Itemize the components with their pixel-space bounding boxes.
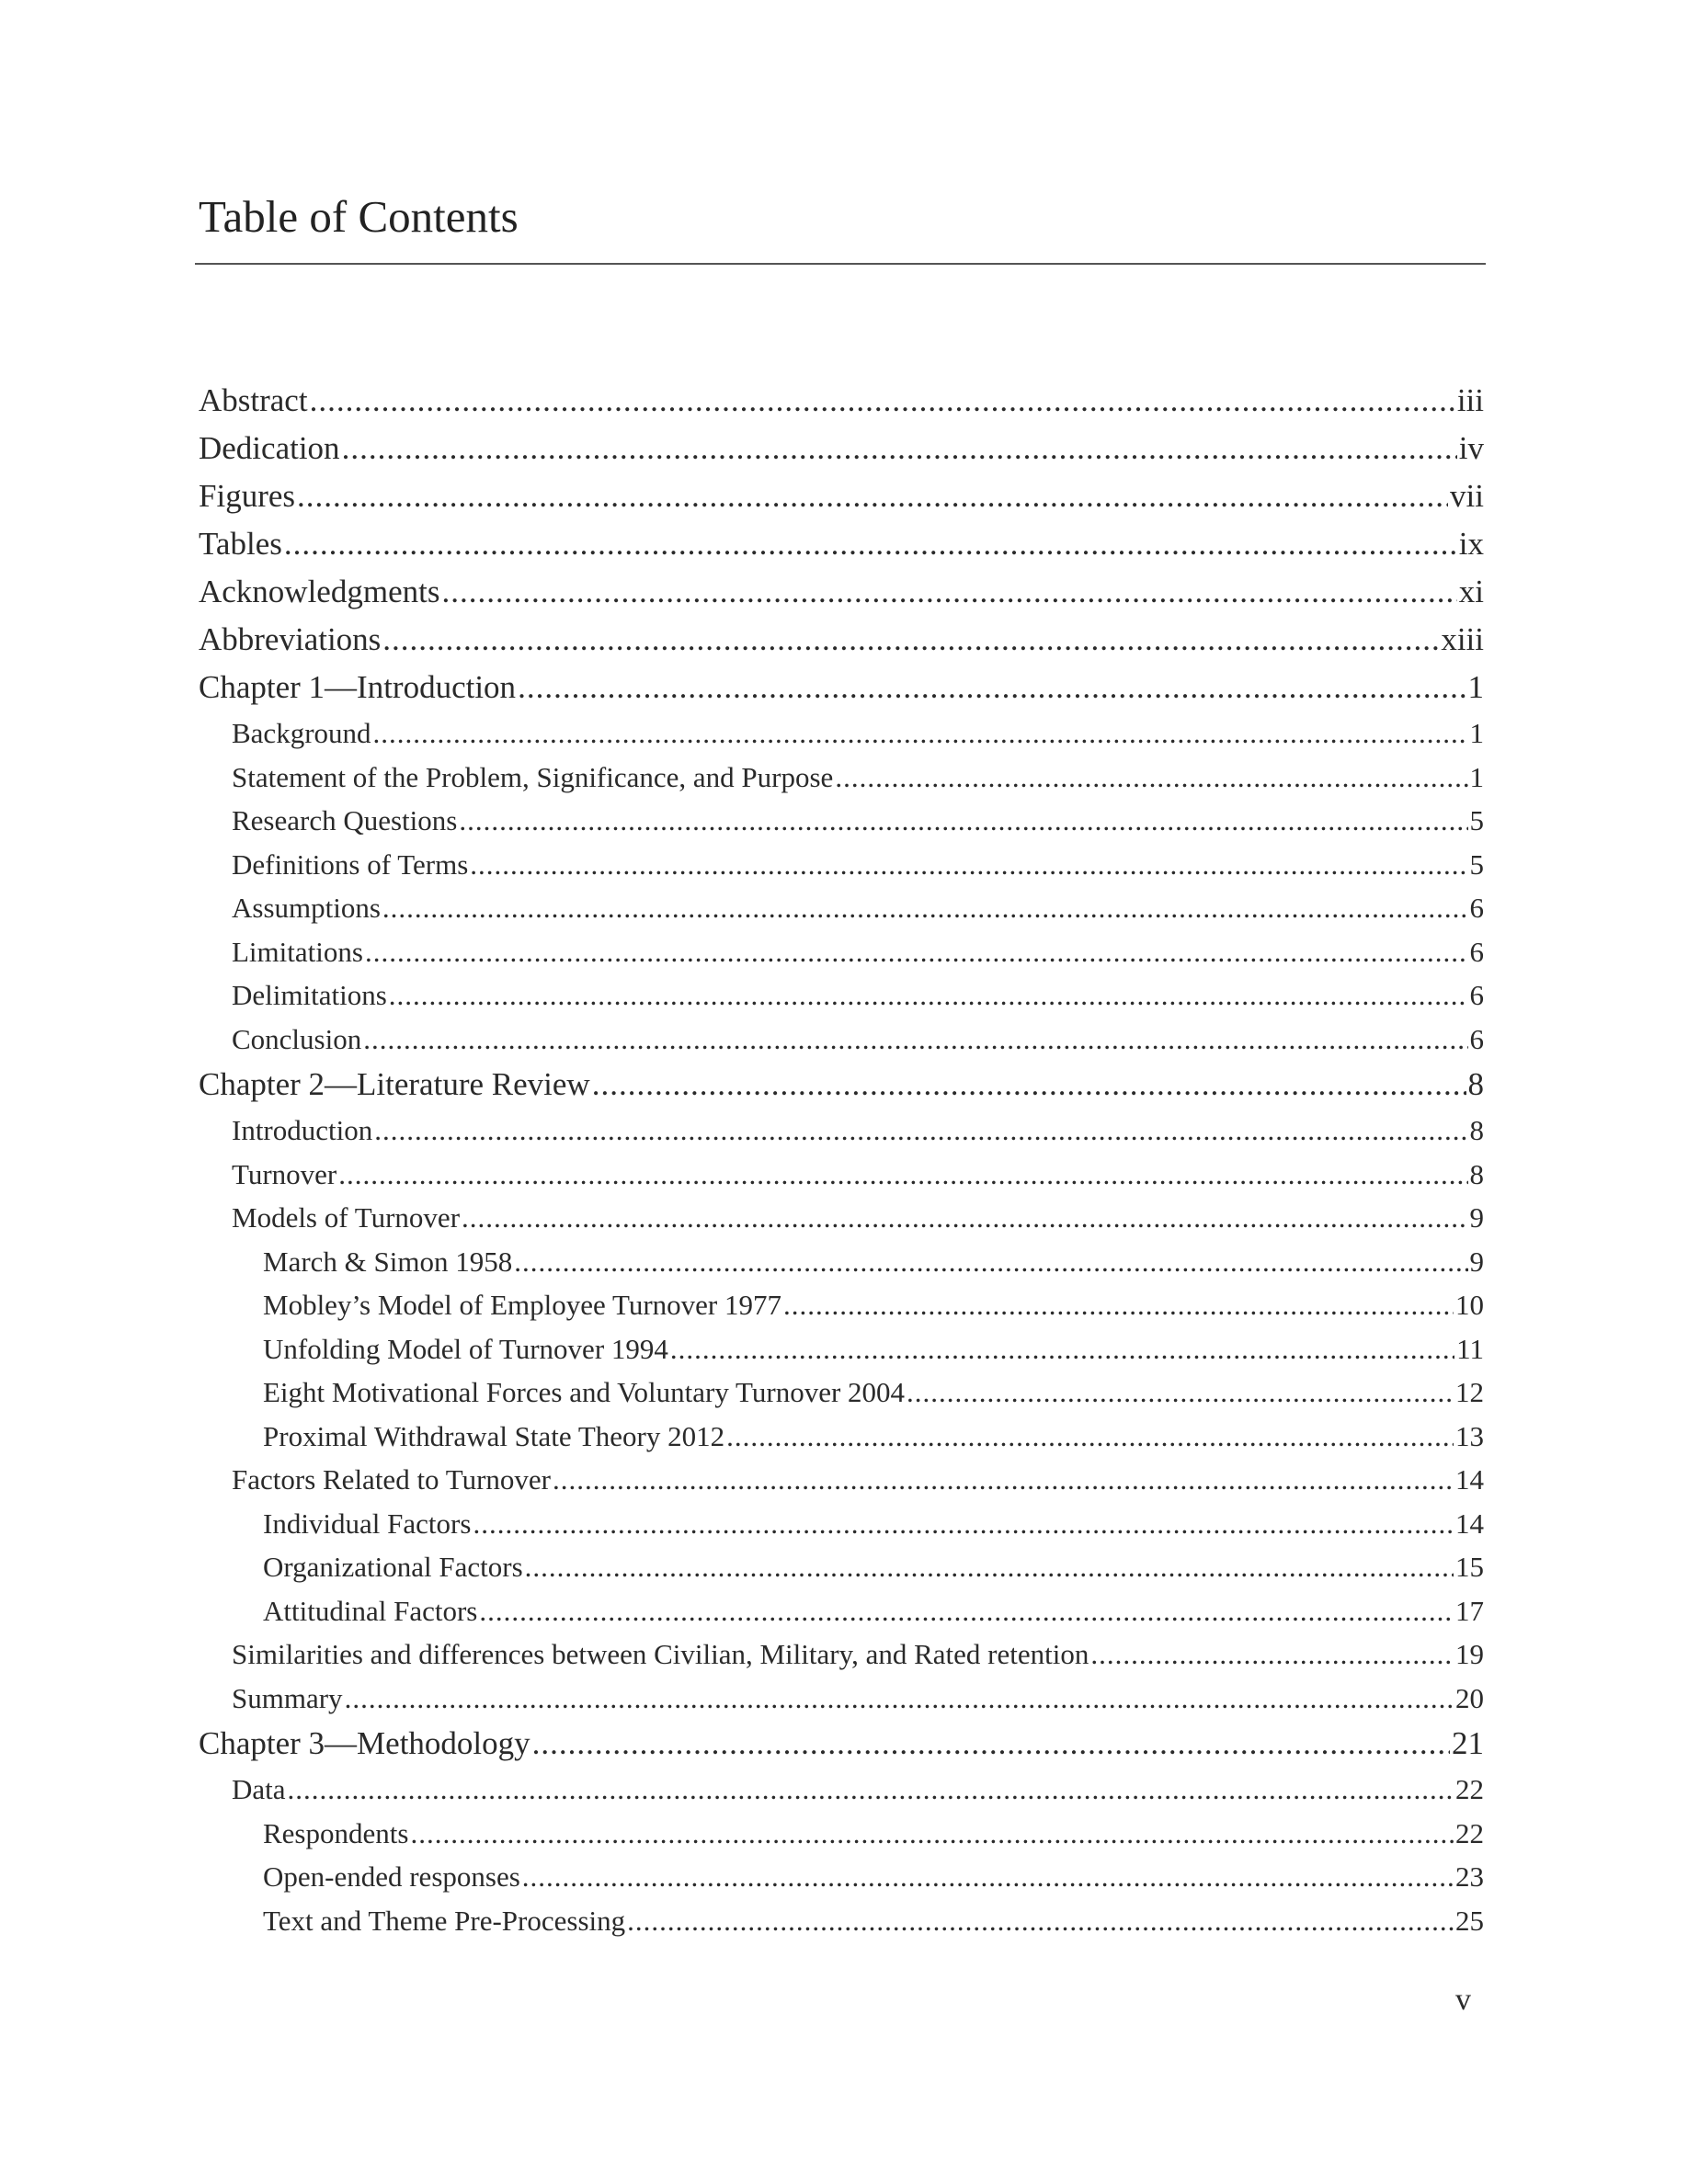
toc-entry-page: xiii [1441, 621, 1484, 657]
dot-leader [470, 843, 1467, 887]
toc-entry-page: 17 [1455, 1594, 1484, 1627]
toc-entry-label: Abbreviations [199, 621, 382, 657]
toc-entry[interactable] [199, 1458, 1489, 1502]
toc-entry-page: 13 [1455, 1419, 1484, 1452]
page-title: Table of Contents [199, 191, 519, 242]
toc-entry-page: 21 [1452, 1725, 1484, 1761]
dot-leader [907, 1371, 1454, 1415]
toc-entry-label: Chapter 1—Introduction [199, 669, 517, 705]
toc-entry-label: Factors Related to Turnover [232, 1463, 551, 1496]
toc-entry-label: Unfolding Model of Turnover 1994 [263, 1332, 668, 1365]
toc-entry[interactable] [199, 377, 1489, 425]
toc-entry[interactable] [199, 1899, 1489, 1943]
toc-entry-label: Research Questions [232, 804, 458, 836]
toc-entry-page: 20 [1455, 1681, 1484, 1714]
toc-entry-page: 25 [1455, 1904, 1484, 1937]
toc-entry-page: 8 [1469, 1157, 1484, 1190]
toc-entry-page: 8 [1469, 1114, 1484, 1146]
dot-leader [473, 1502, 1454, 1546]
toc-entry-label: Respondents [263, 1816, 409, 1849]
toc-entry[interactable] [199, 886, 1489, 930]
dot-leader [297, 472, 1448, 520]
dot-leader [410, 1812, 1454, 1856]
dot-leader [627, 1899, 1454, 1943]
toc-entry-label: Attitudinal Factors [263, 1594, 478, 1627]
dot-leader [553, 1458, 1454, 1502]
toc-entry-page: 23 [1455, 1860, 1484, 1893]
toc-entry[interactable] [199, 1109, 1489, 1153]
dot-leader [462, 1196, 1467, 1240]
toc-entry[interactable] [199, 843, 1489, 887]
page-number: v [1455, 1983, 1471, 2017]
toc-entry-page: 15 [1455, 1551, 1484, 1583]
dot-leader [518, 664, 1466, 711]
toc-entry-page: 1 [1469, 717, 1484, 749]
dot-leader [342, 425, 1457, 472]
toc-entry-page: 5 [1469, 804, 1484, 836]
dot-leader [514, 1240, 1467, 1284]
toc-entry-label: Models of Turnover [232, 1201, 461, 1234]
toc-entry-label: Chapter 2—Literature Review [199, 1066, 590, 1102]
toc-entry-page: 19 [1455, 1638, 1484, 1670]
toc-entry[interactable] [199, 1812, 1489, 1856]
toc-entry[interactable] [199, 472, 1489, 520]
toc-entry[interactable] [199, 616, 1489, 664]
toc-entry[interactable] [199, 1371, 1489, 1415]
toc-entry[interactable] [199, 1768, 1489, 1812]
toc-entry-page: 1 [1467, 669, 1484, 705]
toc-entry[interactable] [199, 1061, 1489, 1109]
toc-entry-label: Acknowledgments [199, 574, 440, 609]
dot-leader [389, 973, 1468, 1018]
toc-entry-page: iii [1456, 382, 1484, 418]
dot-leader [670, 1327, 1454, 1371]
toc-entry-label: Conclusion [232, 1022, 362, 1055]
toc-entry-page: 10 [1455, 1289, 1484, 1321]
dot-leader [592, 1061, 1466, 1109]
toc-entry[interactable] [199, 799, 1489, 843]
toc-entry-page: 1 [1469, 760, 1484, 793]
toc-entry[interactable] [199, 930, 1489, 974]
toc-entry[interactable] [199, 1677, 1489, 1721]
toc-entry-label: Introduction [232, 1114, 373, 1146]
toc-entry-label: Eight Motivational Forces and Voluntary Turnover 2004 [263, 1376, 906, 1408]
toc-entry-page: xi [1458, 574, 1484, 609]
dot-leader [382, 616, 1439, 664]
toc-entry[interactable] [199, 1855, 1489, 1899]
toc-entry-page: 22 [1455, 1816, 1484, 1849]
dot-leader [373, 711, 1468, 756]
dot-leader [310, 377, 1455, 425]
toc-entry[interactable] [199, 1415, 1489, 1459]
toc-entry[interactable] [199, 1283, 1489, 1327]
dot-leader [522, 1855, 1454, 1899]
toc-entry-label: Open-ended responses [263, 1860, 520, 1893]
toc-entry[interactable] [199, 1327, 1489, 1371]
dot-leader [365, 930, 1468, 974]
toc-entry-page: 8 [1467, 1066, 1484, 1102]
toc-entry[interactable] [199, 664, 1489, 711]
toc-entry-page: 9 [1469, 1201, 1484, 1234]
dot-leader [363, 1018, 1467, 1062]
toc-entry[interactable] [199, 1240, 1489, 1284]
toc-entry-page: ix [1458, 526, 1484, 562]
dot-leader [382, 886, 1468, 930]
toc-entry-label: Delimitations [232, 979, 387, 1011]
toc-entry-label: Assumptions [232, 892, 381, 924]
toc-entry-label: Text and Theme Pre-Processing [263, 1904, 626, 1937]
toc-entry-page: 6 [1469, 1022, 1484, 1055]
toc-entry-page: 14 [1455, 1463, 1484, 1496]
toc-entry[interactable] [199, 756, 1489, 800]
dot-leader [288, 1768, 1454, 1812]
dot-leader [1090, 1632, 1454, 1677]
toc-entry-label: Figures [199, 478, 295, 514]
dot-leader [783, 1283, 1454, 1327]
toc-entry-label: Chapter 3—Methodology [199, 1725, 530, 1761]
toc-entry-label: Individual Factors [263, 1507, 472, 1540]
toc-list [199, 377, 1489, 1942]
toc-entry-label: Limitations [232, 935, 363, 968]
dot-leader [459, 799, 1467, 843]
toc-entry-page: 6 [1469, 892, 1484, 924]
toc-entry[interactable] [199, 711, 1489, 756]
dot-leader [374, 1109, 1467, 1153]
toc-entry-label: Similarities and differences between Civilian, Military, and Rated retention [232, 1638, 1089, 1670]
toc-entry[interactable] [199, 1545, 1489, 1589]
dot-leader [345, 1677, 1454, 1721]
dot-leader [441, 568, 1456, 616]
toc-entry-page: 5 [1469, 847, 1484, 881]
dot-leader [532, 1720, 1450, 1768]
toc-entry-page: iv [1458, 430, 1484, 466]
toc-entry-label: Dedication [199, 430, 340, 466]
toc-entry[interactable] [199, 1720, 1489, 1768]
toc-entry-label: Abstract [199, 382, 308, 418]
toc-entry[interactable] [199, 1589, 1489, 1633]
toc-entry-label: Background [232, 717, 371, 749]
toc-entry[interactable] [199, 1153, 1489, 1197]
toc-entry[interactable] [199, 425, 1489, 472]
toc-entry[interactable] [199, 1502, 1489, 1546]
dot-leader [284, 520, 1457, 568]
toc-entry-page: 6 [1469, 979, 1484, 1011]
toc-entry-label: Statement of the Problem, Significance, and Purpose [232, 760, 834, 793]
toc-entry-label: Organizational Factors [263, 1551, 523, 1583]
dot-leader [525, 1545, 1454, 1589]
title-underline [195, 263, 1486, 265]
toc-entry-label: Tables [199, 526, 282, 562]
dot-leader [726, 1415, 1454, 1459]
dot-leader [479, 1589, 1454, 1633]
dot-leader [338, 1153, 1467, 1197]
toc-entry-page: vii [1450, 478, 1484, 514]
toc-entry-label: Turnover [232, 1157, 337, 1190]
toc-entry-label: Proximal Withdrawal State Theory 2012 [263, 1419, 725, 1452]
toc-entry[interactable] [199, 973, 1489, 1018]
dot-leader [835, 756, 1467, 800]
toc-entry-page: 9 [1469, 1245, 1484, 1278]
toc-entry-label: Data [232, 1773, 286, 1805]
toc-entry-page: 11 [1456, 1332, 1484, 1365]
toc-entry-label: Mobley’s Model of Employee Turnover 1977 [263, 1289, 781, 1321]
toc-entry[interactable] [199, 1196, 1489, 1240]
toc-entry[interactable] [199, 520, 1489, 568]
toc-entry-page: 14 [1455, 1507, 1484, 1540]
toc-entry[interactable] [199, 568, 1489, 616]
toc-entry-page: 12 [1455, 1376, 1484, 1408]
toc-entry-page: 6 [1469, 935, 1484, 968]
toc-entry-label: Summary [232, 1681, 343, 1714]
toc-entry-page: 22 [1455, 1773, 1484, 1805]
toc-entry-label: March & Simon 1958 [263, 1245, 513, 1278]
toc-entry[interactable] [199, 1632, 1489, 1677]
toc-entry-label: Definitions of Terms [232, 847, 469, 881]
toc-entry[interactable] [199, 1018, 1489, 1062]
